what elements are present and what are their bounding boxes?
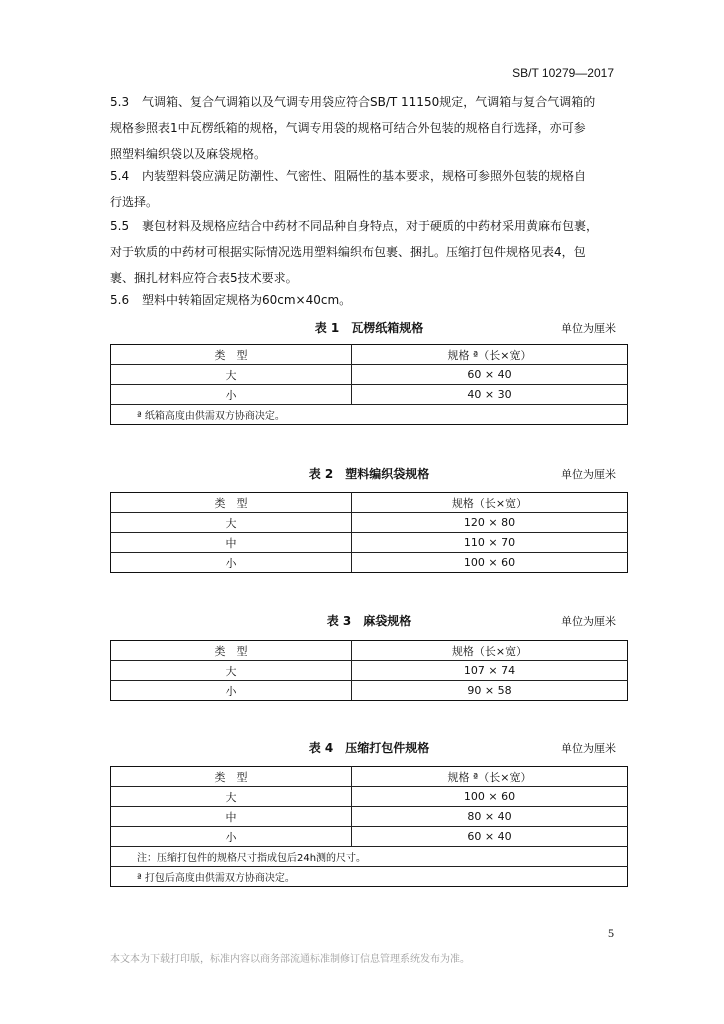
table-3 <box>110 640 628 701</box>
standard-code: SB/T 10279—2017 <box>512 66 614 80</box>
table-note-row <box>111 847 628 867</box>
clause-line: 裹、捆扎材料应符合表5技术要求。 <box>110 271 298 285</box>
clause-5-6 <box>110 287 615 313</box>
table-row: 大 100 × 60 <box>111 787 628 807</box>
table-4-title-bar <box>110 739 628 757</box>
clause-number: 5.4 <box>110 169 130 183</box>
header-type: 类 型 <box>111 493 352 513</box>
clause-5-5 <box>110 213 615 291</box>
table-row: 小 60 × 40 <box>111 827 628 847</box>
clause-5-3 <box>110 89 615 167</box>
table-note: 注：压缩打包件的规格尺寸指成包后24h测的尺寸。 <box>111 847 628 867</box>
header-type: 类 型 <box>111 767 352 787</box>
clause-number: 5.6 <box>110 293 130 307</box>
clause-line: 5.6 塑料中转箱固定规格为60cm×40cm。 <box>110 287 615 313</box>
table-2 <box>110 492 628 573</box>
table-note-row <box>111 867 628 887</box>
table-row: 大 107 × 74 <box>111 661 628 681</box>
table-1-title-bar <box>110 319 628 337</box>
table-row: 大 120 × 80 <box>111 513 628 533</box>
table-header-row <box>111 641 628 661</box>
table-row: 小 90 × 58 <box>111 681 628 701</box>
clause-line: 对于软质的中药材可根据实际情况选用塑料编织布包裹、捆扎。压缩打包件规格见表4，包 <box>110 245 586 259</box>
clause-line: 5.4 内装塑料袋应满足防潮性、气密性、阻隔性的基本要求，规格可参照外包装的规格自 <box>110 163 615 189</box>
table-title: 表 1 瓦楞纸箱规格 <box>314 321 424 335</box>
header-spec: 规格 ª（长×宽） <box>352 345 628 365</box>
clause-5-4 <box>110 163 615 215</box>
table-header-row <box>111 493 628 513</box>
clause-line: 5.5 裹包材料及规格应结合中药材不同品种自身特点，对于硬质的中药材采用黄麻布包裹， <box>110 213 615 239</box>
header-type: 类 型 <box>111 345 352 365</box>
table-footnote: ª 纸箱高度由供需双方协商决定。 <box>111 405 628 425</box>
clause-line: 照塑料编织袋以及麻袋规格。 <box>110 147 267 161</box>
table-header-row <box>111 767 628 787</box>
header-spec: 规格 ª（长×宽） <box>352 767 628 787</box>
header-type: 类 型 <box>111 641 352 661</box>
header-spec: 规格（长×宽） <box>352 493 628 513</box>
table-row: 小 40 × 30 <box>111 385 628 405</box>
table-unit: 单位为厘米 <box>561 322 616 335</box>
footer-disclaimer: 本文本为下载打印版，标准内容以商务部流通标准制修订信息管理系统发布为准。 <box>110 954 470 965</box>
table-note-row <box>111 405 628 425</box>
header-spec: 规格（长×宽） <box>352 641 628 661</box>
page-number: 5 <box>608 926 614 940</box>
table-2-title-bar <box>110 465 628 483</box>
table-4 <box>110 766 628 887</box>
clause-line: 5.3 气调箱、复合气调箱以及气调专用袋应符合SB/T 11150规定，气调箱与复合气调箱的 <box>110 89 615 115</box>
table-title: 表 2 塑料编织袋规格 <box>308 467 430 481</box>
clause-number: 5.5 <box>110 219 130 233</box>
clause-line: 规格参照表1中瓦楞纸箱的规格，气调专用袋的规格可结合外包装的规格自行选择，亦可参 <box>110 121 586 135</box>
table-row: 大 60 × 40 <box>111 365 628 385</box>
table-1 <box>110 344 628 425</box>
table-title: 表 4 压缩打包件规格 <box>308 741 430 755</box>
table-header-row <box>111 345 628 365</box>
table-unit: 单位为厘米 <box>561 742 616 755</box>
table-row: 中 110 × 70 <box>111 533 628 553</box>
table-3-title-bar <box>110 612 628 630</box>
table-row: 小 100 × 60 <box>111 553 628 573</box>
table-title: 表 3 麻袋规格 <box>326 614 412 628</box>
table-footnote: ª 打包后高度由供需双方协商决定。 <box>111 867 628 887</box>
table-unit: 单位为厘米 <box>561 468 616 481</box>
table-unit: 单位为厘米 <box>561 615 616 628</box>
clause-line: 行选择。 <box>110 195 159 209</box>
clause-number: 5.3 <box>110 95 130 109</box>
table-row: 中 80 × 40 <box>111 807 628 827</box>
